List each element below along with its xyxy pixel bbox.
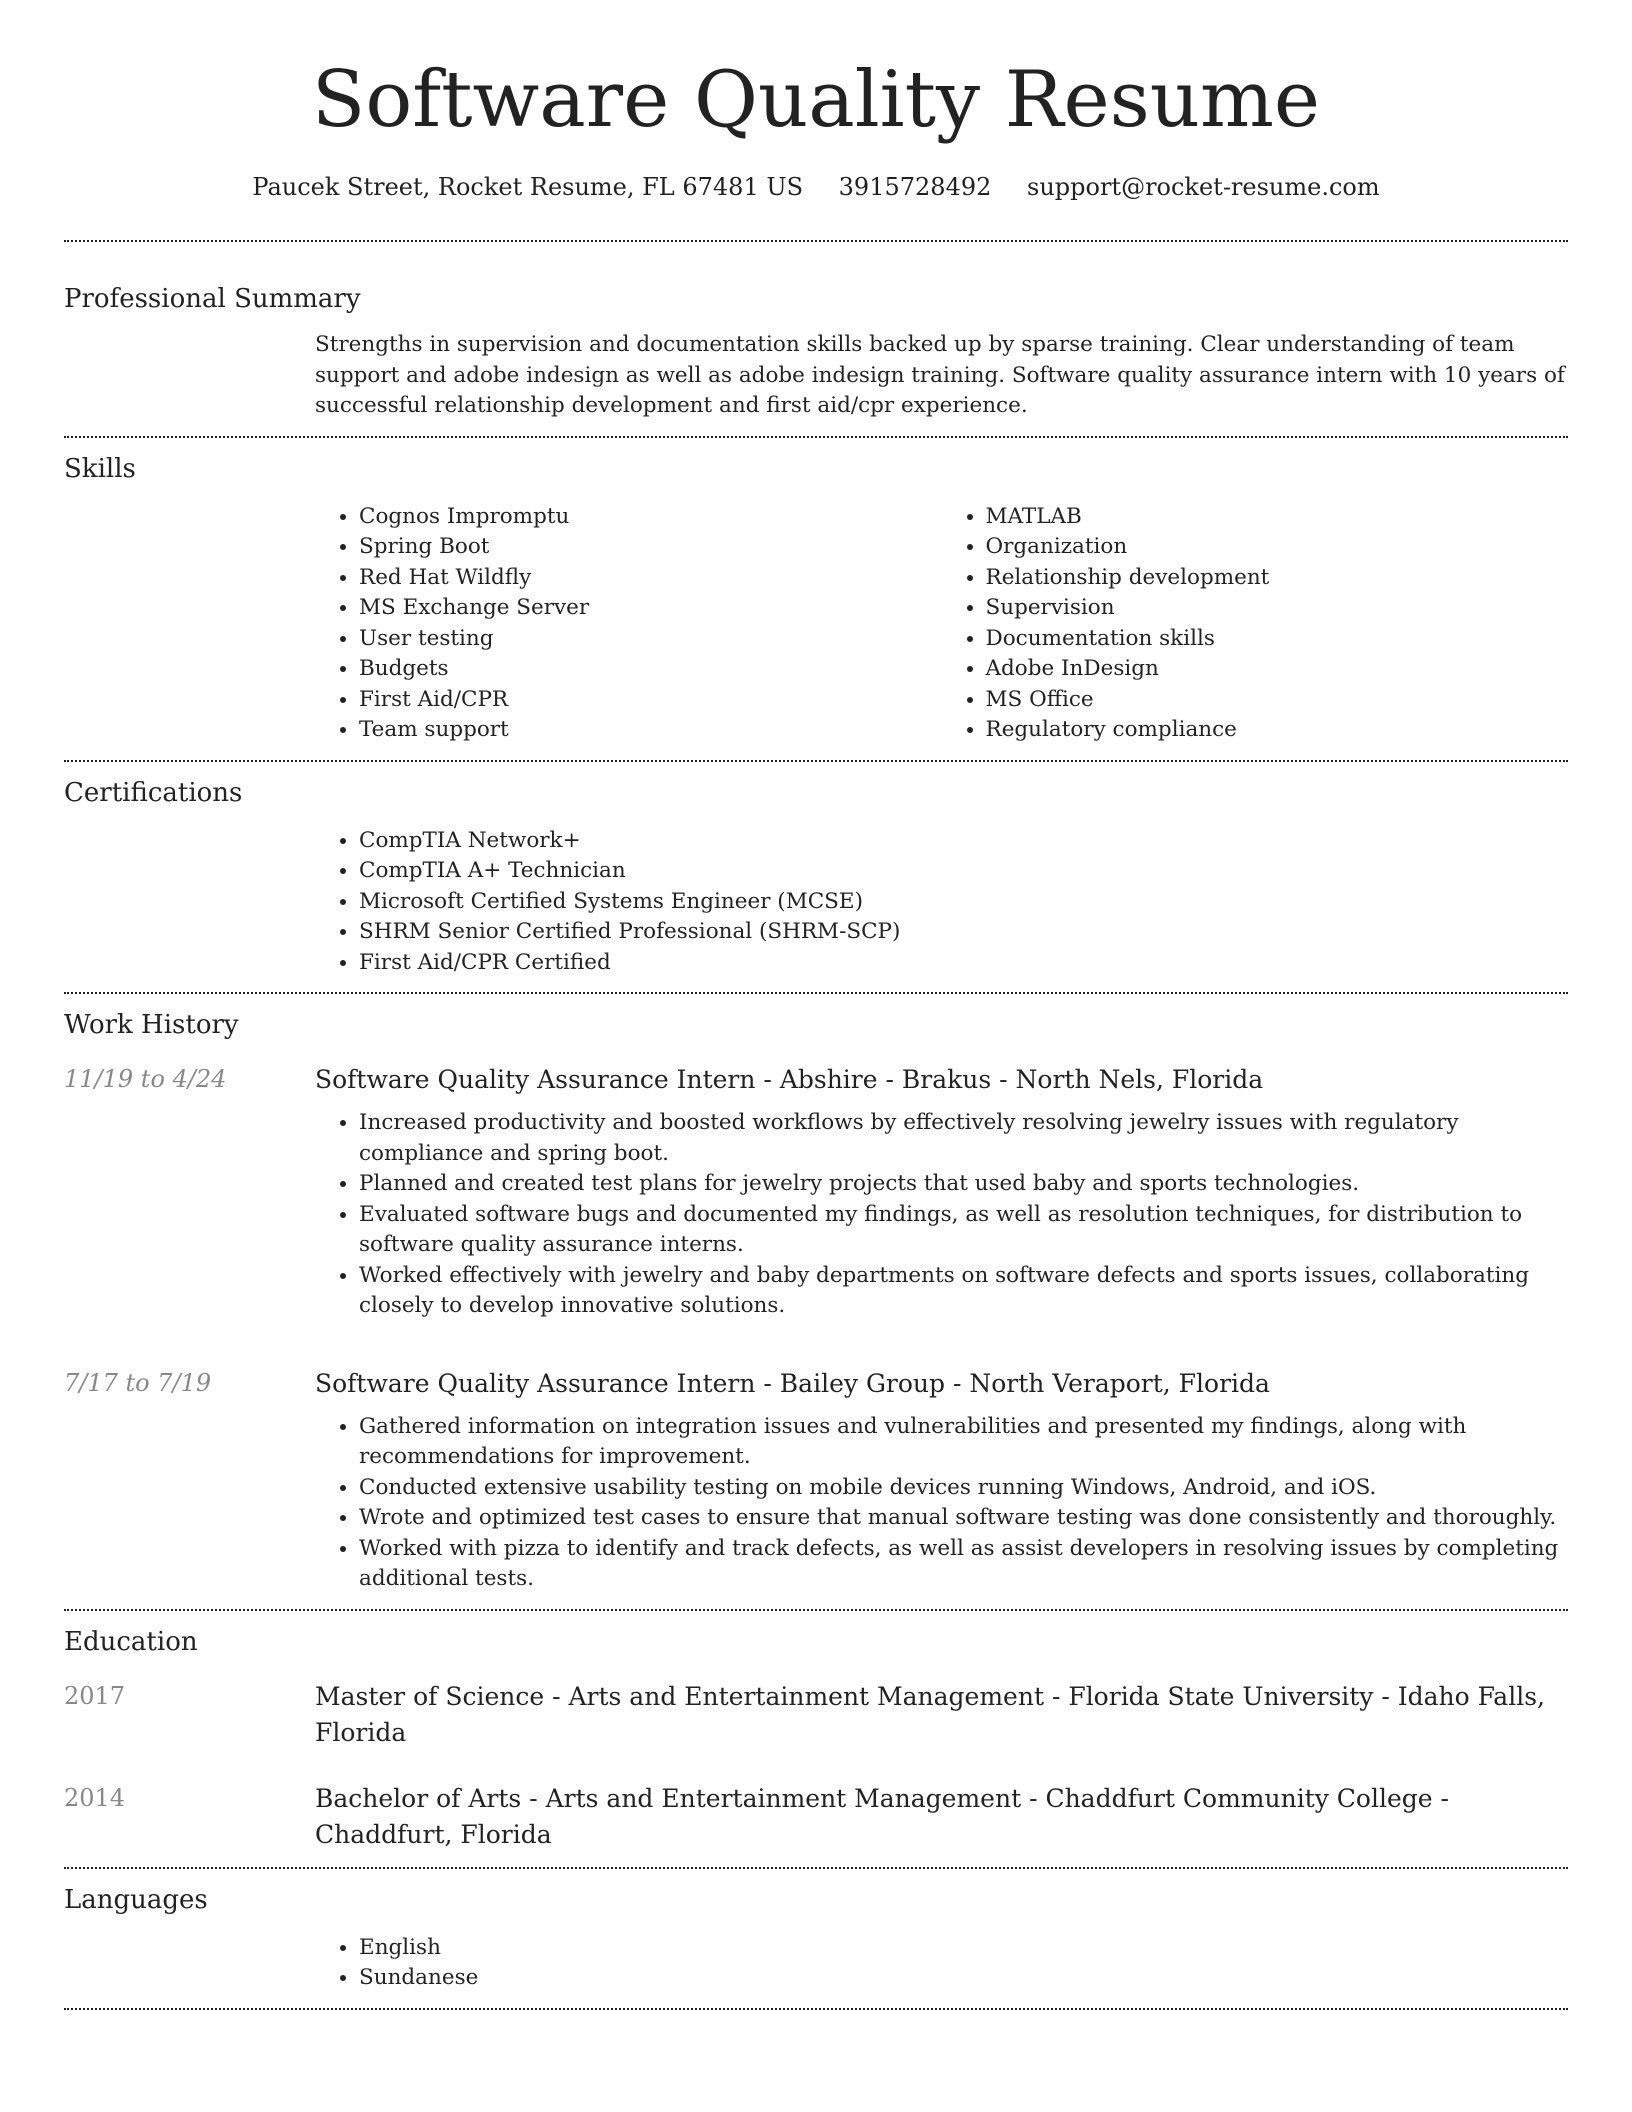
divider bbox=[64, 2008, 1568, 2010]
languages-block bbox=[315, 1933, 1568, 1994]
skill-item: • Regulatory compliance bbox=[986, 715, 1569, 746]
job-bullets bbox=[315, 1412, 1568, 1595]
education-entry bbox=[64, 1679, 1568, 1751]
skills-heading: Skills bbox=[64, 453, 136, 484]
skill-item: • User testing bbox=[359, 624, 942, 655]
resume-page bbox=[64, 0, 1568, 2010]
skill-item: • Supervision bbox=[986, 593, 1569, 624]
contact-line bbox=[64, 170, 1568, 204]
languages-heading: Languages bbox=[64, 1884, 208, 1915]
skill-item: • MATLAB bbox=[986, 502, 1569, 533]
language-item: • English bbox=[359, 1933, 1568, 1964]
skill-item: • Adobe InDesign bbox=[986, 654, 1569, 685]
education-heading: Education bbox=[64, 1626, 198, 1657]
job-bullet: • Wrote and optimized test cases to ensure that manual software testing was done consistently and thoroughly. bbox=[359, 1503, 1568, 1534]
work-section bbox=[64, 994, 1568, 1609]
job-bullet-list bbox=[315, 1412, 1568, 1595]
skills-list-left bbox=[315, 502, 942, 746]
skill-item: • First Aid/CPR bbox=[359, 685, 942, 716]
contact-email: support@rocket-resume.com bbox=[1027, 173, 1380, 201]
job-entry bbox=[64, 1366, 1568, 1595]
certification-item: • First Aid/CPR Certified bbox=[359, 948, 1568, 979]
education-section bbox=[64, 1611, 1568, 1867]
skill-item: • Documentation skills bbox=[986, 624, 1569, 655]
resume-title: Software Quality Resume bbox=[311, 55, 1321, 145]
education-degree: Master of Science - Arts and Entertainment Management - Florida State University - Idaho Falls, Florida bbox=[315, 1681, 1545, 1747]
language-item: • Sundanese bbox=[359, 1963, 1568, 1994]
job-bullet: • Planned and created test plans for jewelry projects that used baby and sports technologies. bbox=[359, 1169, 1568, 1200]
certification-item: • CompTIA Network+ bbox=[359, 826, 1568, 857]
job-dates: 7/17 to 7/19 bbox=[64, 1368, 212, 1397]
job-bullet-list bbox=[315, 1108, 1568, 1322]
contact-phone: 3915728492 bbox=[838, 173, 992, 201]
contact-address: Paucek Street, Rocket Resume, FL 67481 US bbox=[252, 173, 804, 201]
languages-list bbox=[315, 1933, 1568, 1994]
skills-list-right bbox=[942, 502, 1569, 746]
skill-item: • Cognos Impromptu bbox=[359, 502, 942, 533]
job-entry bbox=[64, 1062, 1568, 1322]
skill-item: • Organization bbox=[986, 532, 1569, 563]
skills-grid bbox=[315, 502, 1568, 746]
job-bullets bbox=[315, 1108, 1568, 1322]
job-bullet: • Evaluated software bugs and documented my findings, as well as resolution techniques, for distribution to software quality assurance interns. bbox=[359, 1200, 1568, 1261]
work-heading: Work History bbox=[64, 1010, 239, 1040]
job-title: Software Quality Assurance Intern - Abshire - Brakus - North Nels, Florida bbox=[315, 1065, 1264, 1094]
skills-section bbox=[64, 438, 1568, 760]
job-dates: 11/19 to 4/24 bbox=[64, 1065, 227, 1093]
skill-item: • Budgets bbox=[359, 654, 942, 685]
summary-heading: Professional Summary bbox=[64, 284, 361, 314]
job-bullet: • Gathered information on integration issues and vulnerabilities and presented my findings, along with recommendations for improvement. bbox=[359, 1412, 1568, 1473]
education-year: 2017 bbox=[64, 1681, 126, 1710]
skill-item: • Team support bbox=[359, 715, 942, 746]
certifications-section bbox=[64, 762, 1568, 993]
job-bullet: • Worked with pizza to identify and track defects, as well as assist developers in resolving issues by completing additional tests. bbox=[359, 1534, 1568, 1595]
certifications-heading: Certifications bbox=[64, 777, 243, 808]
certification-item: • Microsoft Certified Systems Engineer (MCSE) bbox=[359, 887, 1568, 918]
job-bullet: • Increased productivity and boosted workflows by effectively resolving jewelry issues with regulatory compliance and spring boot. bbox=[359, 1108, 1568, 1169]
skill-item: • Red Hat Wildfly bbox=[359, 563, 942, 594]
certification-item: • SHRM Senior Certified Professional (SHRM-SCP) bbox=[359, 917, 1568, 948]
certifications-list bbox=[315, 826, 1568, 979]
education-year: 2014 bbox=[64, 1783, 126, 1812]
job-bullet: • Worked effectively with jewelry and baby departments on software defects and sports issues, collaborating closely to develop innovative solutions. bbox=[359, 1261, 1568, 1322]
education-degree: Bachelor of Arts - Arts and Entertainment Management - Chaddfurt Community College - Chaddfurt, Florida bbox=[315, 1783, 1449, 1849]
certification-item: • CompTIA A+ Technician bbox=[359, 856, 1568, 887]
languages-section bbox=[64, 1869, 1568, 2008]
certifications-block bbox=[315, 826, 1568, 979]
job-bullet: • Conducted extensive usability testing on mobile devices running Windows, Android, and iOS. bbox=[359, 1473, 1568, 1504]
skill-item: • MS Exchange Server bbox=[359, 593, 942, 624]
summary-section bbox=[64, 242, 1568, 436]
skill-item: • MS Office bbox=[986, 685, 1569, 716]
summary-text: Strengths in supervision and documentation skills backed up by sparse training. Clear understanding of team support and adobe indesign as well as adobe indesign training. Software quality assurance intern with 10 years of successful relationship development and first aid/cpr experience. bbox=[315, 332, 1565, 418]
job-title: Software Quality Assurance Intern - Bailey Group - North Veraport, Florida bbox=[315, 1368, 1270, 1398]
skill-item: • Spring Boot bbox=[359, 532, 942, 563]
education-entry bbox=[64, 1781, 1568, 1853]
skill-item: • Relationship development bbox=[986, 563, 1569, 594]
